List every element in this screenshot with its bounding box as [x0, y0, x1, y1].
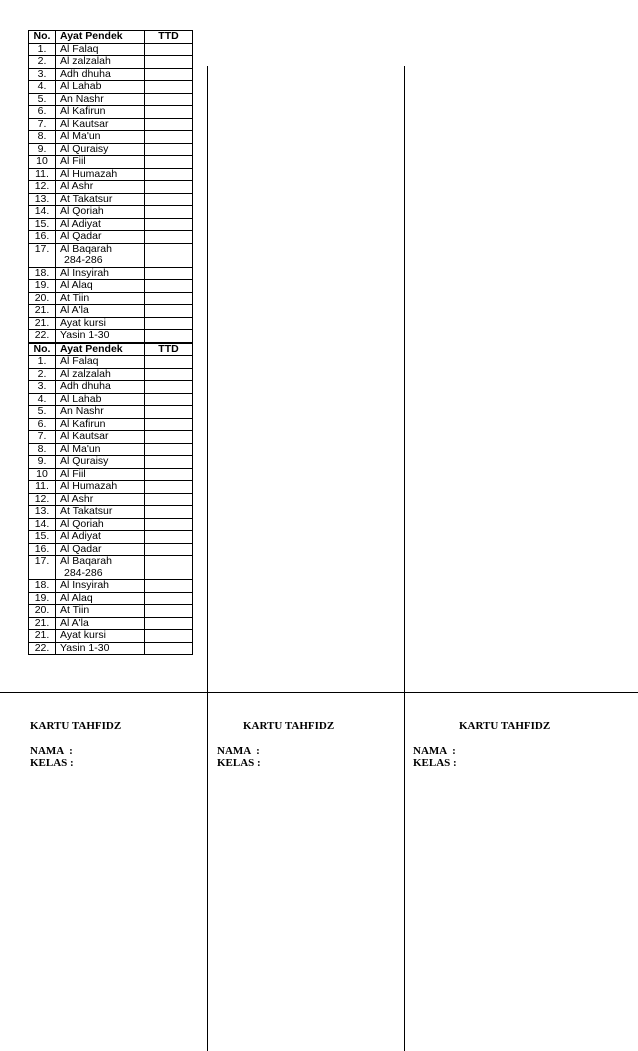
row-signature-cell[interactable] [145, 381, 193, 394]
table-row [29, 156, 193, 169]
card-nama-label: NAMA : [217, 745, 260, 757]
row-signature-cell[interactable] [145, 481, 193, 494]
row-number: 12. [29, 181, 56, 194]
row-number: 22. [29, 330, 56, 343]
row-ayat-name [56, 168, 145, 181]
row-ayat-name [56, 531, 145, 544]
table-row [29, 356, 193, 369]
row-number: 10 [29, 156, 56, 169]
row-ayat-name [56, 406, 145, 419]
row-number: 10 [29, 468, 56, 481]
ayat-verse-range: 284-286 [64, 254, 103, 266]
table-row [29, 218, 193, 231]
header-ayat-pendek: Ayat Pendek [56, 31, 145, 44]
table-row [29, 592, 193, 605]
row-ayat-name [56, 418, 145, 431]
ayat-name-text: Al zalzalah [60, 55, 111, 67]
row-ayat-name [56, 393, 145, 406]
row-number: 17. [29, 556, 56, 580]
ayat-name-text: Al Lahab [60, 392, 102, 405]
row-ayat-name [56, 206, 145, 219]
table-row [29, 280, 193, 293]
row-signature-cell[interactable] [145, 193, 193, 206]
row-signature-cell[interactable] [145, 531, 193, 544]
ayat-name-text: Al Qadar [60, 230, 102, 242]
row-number: 5. [29, 93, 56, 106]
header-ayat-pendek: Ayat Pendek [56, 343, 145, 356]
row-ayat-name [56, 443, 145, 456]
row-number: 9. [29, 456, 56, 469]
row-number: 21. [29, 305, 56, 318]
row-signature-cell[interactable] [145, 592, 193, 605]
ayat-name-text: Al Adiyat [60, 217, 101, 230]
ayat-name-text: Al Fiil [60, 467, 86, 480]
ayat-name-text: Al A'la [60, 304, 89, 316]
row-number: 16. [29, 231, 56, 244]
row-ayat-name [56, 156, 145, 169]
ayat-name-text: Yasin 1-30 [60, 329, 110, 341]
row-number: 13. [29, 193, 56, 206]
row-number: 11. [29, 481, 56, 494]
table-row [29, 456, 193, 469]
row-ayat-name [56, 193, 145, 206]
table-row [29, 168, 193, 181]
row-ayat-name [56, 317, 145, 330]
row-ayat-name [56, 131, 145, 144]
row-signature-cell[interactable] [145, 206, 193, 219]
row-signature-cell[interactable] [145, 556, 193, 580]
ayat-name-text: Ayat kursi [60, 629, 106, 641]
table-row [29, 243, 193, 267]
ayat-name-text: Al Kafirun [60, 105, 106, 117]
ayat-name-text: Al Falaq [60, 42, 99, 55]
row-signature-cell[interactable] [145, 292, 193, 305]
row-signature-cell[interactable] [145, 143, 193, 156]
row-signature-cell[interactable] [145, 267, 193, 280]
row-number: 11. [29, 168, 56, 181]
row-number: 15. [29, 531, 56, 544]
ayat-name-text: Al Falaq [60, 355, 99, 367]
row-number: 15. [29, 218, 56, 231]
row-ayat-name [56, 243, 145, 267]
row-number: 7. [29, 118, 56, 131]
ayat-name-text: Al Ma'un [60, 442, 101, 455]
ayat-name-text: Al Kautsar [60, 430, 109, 442]
row-signature-cell[interactable] [145, 443, 193, 456]
row-number: 3. [29, 381, 56, 394]
table-row [29, 418, 193, 431]
row-ayat-name [56, 143, 145, 156]
ayat-name-text: Al Kautsar [60, 117, 109, 130]
ayat-name-text: An Nashr [60, 92, 104, 105]
row-number: 22. [29, 642, 56, 655]
ayat-name-text: Al Lahab [60, 80, 102, 92]
ayat-name-text: Al zalzalah [60, 367, 111, 380]
ayat-name-text: At Takatsur [60, 192, 113, 205]
row-number: 21. [29, 630, 56, 643]
ayat-name-text: Al Baqarah [60, 242, 112, 255]
table-row [29, 518, 193, 531]
row-number: 6. [29, 106, 56, 119]
row-number: 13. [29, 506, 56, 519]
ayat-name-text: At Tiin [60, 291, 90, 304]
row-ayat-name [56, 518, 145, 531]
row-ayat-name [56, 543, 145, 556]
ayat-name-text: Al Quraisy [60, 455, 109, 467]
table-row [29, 556, 193, 580]
row-number: 12. [29, 493, 56, 506]
ayat-name-text: At Tiin [60, 604, 90, 616]
row-number: 2. [29, 56, 56, 69]
row-signature-cell[interactable] [145, 356, 193, 369]
table-row [29, 642, 193, 655]
table-row [29, 493, 193, 506]
table-row [29, 431, 193, 444]
table-row [29, 381, 193, 394]
row-signature-cell[interactable] [145, 330, 193, 343]
row-ayat-name [56, 630, 145, 643]
row-signature-cell[interactable] [145, 468, 193, 481]
row-signature-cell[interactable] [145, 506, 193, 519]
ayat-name-text: Al Qoriah [60, 205, 104, 217]
row-signature-cell[interactable] [145, 68, 193, 81]
table-row [29, 292, 193, 305]
header-ttd: TTD [145, 343, 193, 356]
row-number: 2. [29, 368, 56, 381]
table-row [29, 305, 193, 318]
table-row [29, 143, 193, 156]
ayat-name-text: Al Alaq [60, 591, 93, 604]
ayat-name-text: Al A'la [60, 616, 89, 629]
row-number: 19. [29, 280, 56, 293]
row-signature-cell[interactable] [145, 106, 193, 119]
ayat-name-text: Al Insyirah [60, 266, 110, 279]
table-row [29, 317, 193, 330]
row-number: 18. [29, 580, 56, 593]
row-signature-cell[interactable] [145, 81, 193, 94]
table-row [29, 605, 193, 618]
column-divider-right [404, 66, 405, 1051]
card-kelas-label: KELAS : [413, 757, 457, 769]
row-number: 20. [29, 292, 56, 305]
row-number: 21. [29, 617, 56, 630]
row-number: 6. [29, 418, 56, 431]
row-signature-cell[interactable] [145, 231, 193, 244]
row-ayat-name [56, 580, 145, 593]
row-ayat-name [56, 43, 145, 56]
row-signature-cell[interactable] [145, 518, 193, 531]
table-row [29, 81, 193, 94]
row-ayat-name [56, 356, 145, 369]
card-kelas-label: KELAS : [217, 757, 261, 769]
row-signature-cell[interactable] [145, 431, 193, 444]
row-signature-cell[interactable] [145, 181, 193, 194]
table-row [29, 56, 193, 69]
row-ayat-name [56, 292, 145, 305]
row-signature-cell[interactable] [145, 280, 193, 293]
table-row [29, 481, 193, 494]
row-ayat-name [56, 468, 145, 481]
table-row [29, 193, 193, 206]
card-title: KARTU TAHFIDZ [243, 720, 335, 732]
row-ayat-name [56, 181, 145, 194]
row-ayat-name [56, 642, 145, 655]
row-number: 5. [29, 406, 56, 419]
row-number: 9. [29, 143, 56, 156]
row-signature-cell[interactable] [145, 118, 193, 131]
row-signature-cell[interactable] [145, 605, 193, 618]
card-nama-label: NAMA : [413, 745, 456, 757]
card-title: KARTU TAHFIDZ [30, 720, 122, 732]
row-number: 18. [29, 267, 56, 280]
card-title: KARTU TAHFIDZ [459, 720, 551, 732]
ayat-name-text: At Takatsur [60, 505, 113, 517]
row-ayat-name [56, 456, 145, 469]
row-number: 7. [29, 431, 56, 444]
table-row [29, 368, 193, 381]
table-row [29, 231, 193, 244]
card-kelas-label: KELAS : [30, 757, 74, 769]
table-header-row [29, 31, 193, 44]
ayat-name-text: Ayat kursi [60, 316, 106, 329]
ayat-name-text: Al Ma'un [60, 130, 101, 142]
ayat-name-text: Al Insyirah [60, 579, 110, 591]
ayat-name-text: Al Ashr [60, 492, 94, 505]
row-signature-cell[interactable] [145, 43, 193, 56]
header-no: No. [29, 31, 56, 44]
row-signature-cell[interactable] [145, 393, 193, 406]
row-number: 3. [29, 68, 56, 81]
row-signature-cell[interactable] [145, 642, 193, 655]
row-ayat-name [56, 481, 145, 494]
ayat-name-text: Al Qadar [60, 542, 102, 555]
table-header-row [29, 343, 193, 356]
table-row [29, 330, 193, 343]
row-number: 20. [29, 605, 56, 618]
row-number: 1. [29, 43, 56, 56]
row-ayat-name [56, 56, 145, 69]
card-nama-label: NAMA : [30, 745, 73, 757]
table-row [29, 267, 193, 280]
ayat-name-text: Al Humazah [60, 480, 118, 492]
header-no: No. [29, 343, 56, 356]
row-signature-cell[interactable] [145, 218, 193, 231]
row-ayat-name [56, 493, 145, 506]
row-signature-cell[interactable] [145, 305, 193, 318]
ayat-verse-range: 284-286 [64, 566, 103, 579]
ayat-name-text: Al Qoriah [60, 517, 104, 530]
row-ayat-name [56, 330, 145, 343]
header-ttd: TTD [145, 31, 193, 44]
table-row [29, 43, 193, 56]
row-divider [0, 692, 638, 693]
table-row [29, 393, 193, 406]
table-row [29, 580, 193, 593]
table-row [29, 68, 193, 81]
row-ayat-name [56, 267, 145, 280]
ayat-name-text: Al Alaq [60, 279, 93, 291]
row-ayat-name [56, 218, 145, 231]
ayat-name-text: Al Baqarah [60, 555, 112, 567]
row-number: 8. [29, 443, 56, 456]
ayat-name-text: Al Ashr [60, 180, 94, 192]
row-ayat-name [56, 118, 145, 131]
ayat-checklist-table [28, 30, 193, 655]
row-ayat-name [56, 93, 145, 106]
row-signature-cell[interactable] [145, 243, 193, 267]
row-ayat-name [56, 368, 145, 381]
row-number: 21. [29, 317, 56, 330]
row-signature-cell[interactable] [145, 630, 193, 643]
ayat-name-text: An Nashr [60, 405, 104, 417]
ayat-name-text: Yasin 1-30 [60, 641, 110, 654]
row-signature-cell[interactable] [145, 456, 193, 469]
row-signature-cell[interactable] [145, 580, 193, 593]
row-signature-cell[interactable] [145, 543, 193, 556]
ayat-name-text: Adh dhuha [60, 380, 111, 392]
row-number: 16. [29, 543, 56, 556]
table-row [29, 206, 193, 219]
table-row [29, 468, 193, 481]
row-number: 4. [29, 81, 56, 94]
ayat-name-text: Al Fiil [60, 155, 86, 167]
row-signature-cell[interactable] [145, 418, 193, 431]
row-number: 14. [29, 206, 56, 219]
row-ayat-name [56, 506, 145, 519]
row-ayat-name [56, 592, 145, 605]
table-row [29, 181, 193, 194]
row-signature-cell[interactable] [145, 131, 193, 144]
table-row [29, 543, 193, 556]
row-signature-cell[interactable] [145, 493, 193, 506]
row-number: 19. [29, 592, 56, 605]
table-row [29, 531, 193, 544]
row-ayat-name [56, 617, 145, 630]
column-divider-left [207, 66, 208, 1051]
row-ayat-name [56, 556, 145, 580]
row-number: 8. [29, 131, 56, 144]
row-number: 4. [29, 393, 56, 406]
row-signature-cell[interactable] [145, 156, 193, 169]
ayat-name-text: Al Humazah [60, 167, 118, 180]
row-signature-cell[interactable] [145, 168, 193, 181]
row-number: 1. [29, 356, 56, 369]
row-signature-cell[interactable] [145, 617, 193, 630]
table-row [29, 443, 193, 456]
row-ayat-name [56, 81, 145, 94]
table-row [29, 617, 193, 630]
ayat-name-text: Adh dhuha [60, 67, 111, 80]
row-signature-cell[interactable] [145, 317, 193, 330]
row-ayat-name [56, 231, 145, 244]
row-ayat-name [56, 381, 145, 394]
table-row [29, 131, 193, 144]
row-ayat-name [56, 68, 145, 81]
table-row [29, 406, 193, 419]
row-ayat-name [56, 280, 145, 293]
row-signature-cell[interactable] [145, 368, 193, 381]
row-number: 14. [29, 518, 56, 531]
table-row [29, 106, 193, 119]
table-row [29, 506, 193, 519]
table-row [29, 93, 193, 106]
row-signature-cell[interactable] [145, 56, 193, 69]
row-ayat-name [56, 431, 145, 444]
row-ayat-name [56, 305, 145, 318]
ayat-name-text: Al Quraisy [60, 142, 109, 155]
ayat-name-text: Al Adiyat [60, 530, 101, 542]
row-signature-cell[interactable] [145, 406, 193, 419]
row-number: 17. [29, 243, 56, 267]
row-ayat-name [56, 605, 145, 618]
row-ayat-name [56, 106, 145, 119]
table-row [29, 118, 193, 131]
ayat-name-text: Al Kafirun [60, 417, 106, 430]
row-signature-cell[interactable] [145, 93, 193, 106]
table-row [29, 630, 193, 643]
